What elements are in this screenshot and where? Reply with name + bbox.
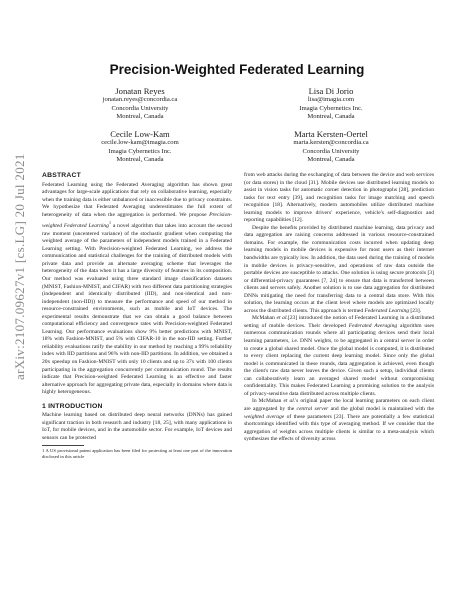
author-location: Montreal, Canada [116,113,164,121]
author-name: Marta Kersten-Oertel [294,129,368,139]
author-block-2 [261,86,401,122]
author-affiliation: Concordia University [302,147,360,155]
author-location: Montreal, Canada [307,156,355,164]
author-email: lisa@imagia.com [307,96,355,103]
footnote-marker: 1 [108,220,111,226]
left-column [42,172,232,460]
body-text-part: Despite the benefits provided by distributed machine learning, data privacy and data aggregation are raising concerns addressed in various resource-constrained domains. For example, the communication costs incurred when updating deep learning models in mobile devices is expensive for most users as their internet bandwidths are typically low. In addition, the data used during the training of models in mobile devices is privacy-sensitive, and operations of raw data outside the portable devices are susceptible to attacks. One solution is using secure protocols [3] or differential-privacy guarantees [7, 24] to ensure that data is transferred between clients and servers safely. Another solution is to use data aggregation for distributed DNNs mitigating the need for transferring data to a central data store. With this solution, the learning occurs at the client level where models are optimized locally across the distributed clients. This approach is termed [244,224,434,314]
author-location: Montreal, Canada [116,156,164,164]
author-email: cecile.low-kam@imagia.com [101,139,179,146]
author-name: Jonatan Reyes [115,86,165,96]
author-email: jonatan.reyes@concordia.ca [102,96,178,103]
body-text-part: [23]. [409,307,422,314]
body-text-part: of these parameters [23]. There are potentially a few statistical shortcomings identified with this type of averaging method. If we consider that the aggregation of weights across multiple clients is similar to a meta-analysis which synthesizes the effects of diversity across [244,413,434,443]
introduction-paragraph: Machine learning based on distributed deep neural networks (DNNs) has gained significant traction in both research and industry [18, 25], with many applications in IoT, for mobile devices, and in the automobile sector. For example, IoT devices and sensors can be protected [42,412,232,441]
body-text-part: 's original paper the local learning parameters on each client are aggregated by the [244,398,435,412]
body-text-part: In McMahan [252,398,284,405]
author-location: Montreal, Canada [307,113,355,121]
author-email: marta.kersten@concordia.ca [293,139,369,146]
body-emphasis: weighted average [244,413,285,420]
body-paragraph: from web attacks during the exchanging of data between the device and web services (or data stores) in the cloud [31]. Mobile devices use distributed learning models to assist in vision tasks for automatic corner detection in photographs [28], prediction tasks for text entry [39], and recognition tasks for image matching and speech recognition [18]. Alternatively, modern automobiles utilize distributed machine learning models to improve drivers' experience, vehicle's self-diagnostics and reporting capabilities [12]. [244,172,434,224]
body-emphasis: et al. [283,398,296,405]
body-paragraph [244,398,434,443]
body-emphasis: Federated Averaging [348,322,398,329]
abstract-heading: ABSTRACT [42,172,81,179]
abstract-text-part: a novel algorithm that takes into account the second raw moment (uncentered variance) of the stochastic gradient when computing the weighted average of the parameters of independent models trained in a Federated Learning setting. With Precision-weighted Federated Learning, we address the communication and statistical challenges for the training of distributed models with private data and provide an alternate averaging scheme that leverages the heterogeneity of the data when it has a large diversity of features in its composition. Our method was evaluated using three standard image classification datasets (MNIST, Fashion-MNIST, and CIFAR) with two different data partitioning strategies (independent and identically distributed (IID), and non-identical and non-independent (non-IID)) to measure the performance and speed of our method in resource-constrained environments, such as mobile and IoT devices. The experimental results demonstrate that we can obtain a good balance between computational efficiency and convergence rates with Precision-weighted Federated Learning. Our performance evaluations show 9% better predictions with MNIST, 18% with Fashion-MNIST, and 5% with CIFAR-10 in the non-IID setting. Further reliability evaluations ratify the stability in our method by reaching a 99% reliability index with IID partitions and 96% with non-IID partitions. In addition, we obtained a 20x speedup on Fashion-MNIST with only 10 clients and up to 37x with 100 clients participating in the aggregation concurrently per communication round. The results indicate that Precision-weighted Federated Learning is an effective and faster alternative approach for aggregating private data, especially in domains where data is highly heterogeneous. [42,223,233,396]
arxiv-identifier-stamp: arXiv:2107.09627v1 [cs.LG] 20 Jul 2021 [12,153,27,380]
body-emphasis: et al. [276,315,288,322]
author-name: Lisa Di Jorio [308,86,354,96]
abstract-emphasis: Precision-weighted Federated Learning [42,211,232,230]
body-text-part: and the global model is maintained with the [328,405,434,412]
body-paragraph [244,315,434,398]
author-block-4 [261,129,401,165]
body-paragraph [244,225,434,316]
footnote: 1 A US provisional patent application has been filed for protecting at least one part of the innovation disclosed in this article [42,448,232,460]
abstract-text-part: Federated Learning using the Federated Averaging algorithm has shown great advantages for large-scale applications that rely on collaborative learning, especially when the training data is either unbalanced or inaccessible due to privacy constraints. We hypothesize that Federated Averaging underestimates the full extent of heterogeneity of data when the aggregation is performed. We propose [42,181,232,218]
introduction-heading: 1 INTRODUCTION [42,402,103,410]
author-affiliation: Concordia University [111,104,169,112]
body-text-part: algorithm uses numerous communication rounds where all participating devices send their local learning parameters, i.e. DNN weights, to be aggregated in a central server in order to create a global shared model. Once the global model is computed, it is distributed to every client replacing the current deep learning model. Since only the global model is communicated in these rounds, data aggregation is achieved, even though the client's raw data never leaves the device. Given such a setup, individual clients can collaboratively learn an averaged shared model without compromising confidentiality. This makes Federated Learning a promising solution to the analysis of privacy-sensitive data distributed across multiple clients. [244,322,434,397]
author-block-3 [70,129,210,165]
body-text-part: McMahan [252,315,277,322]
paper-title: Precision-Weighted Federated Learning [109,62,365,77]
author-affiliation: Imagia Cybernetics Inc. [108,147,172,155]
footnote-divider [42,445,84,446]
body-emphasis: central server [296,405,329,412]
author-affiliation: Imagia Cybernetics Inc. [299,104,363,112]
body-text-part: [23] introduced the notion of Federated Learning in a distributed setting of mobile devices. Their developed [244,315,434,329]
author-block-1 [70,86,210,122]
body-emphasis: Federated Learning [364,307,410,314]
right-column [244,172,434,444]
abstract-text [42,182,232,397]
author-name: Cecile Low-Kam [110,129,170,139]
